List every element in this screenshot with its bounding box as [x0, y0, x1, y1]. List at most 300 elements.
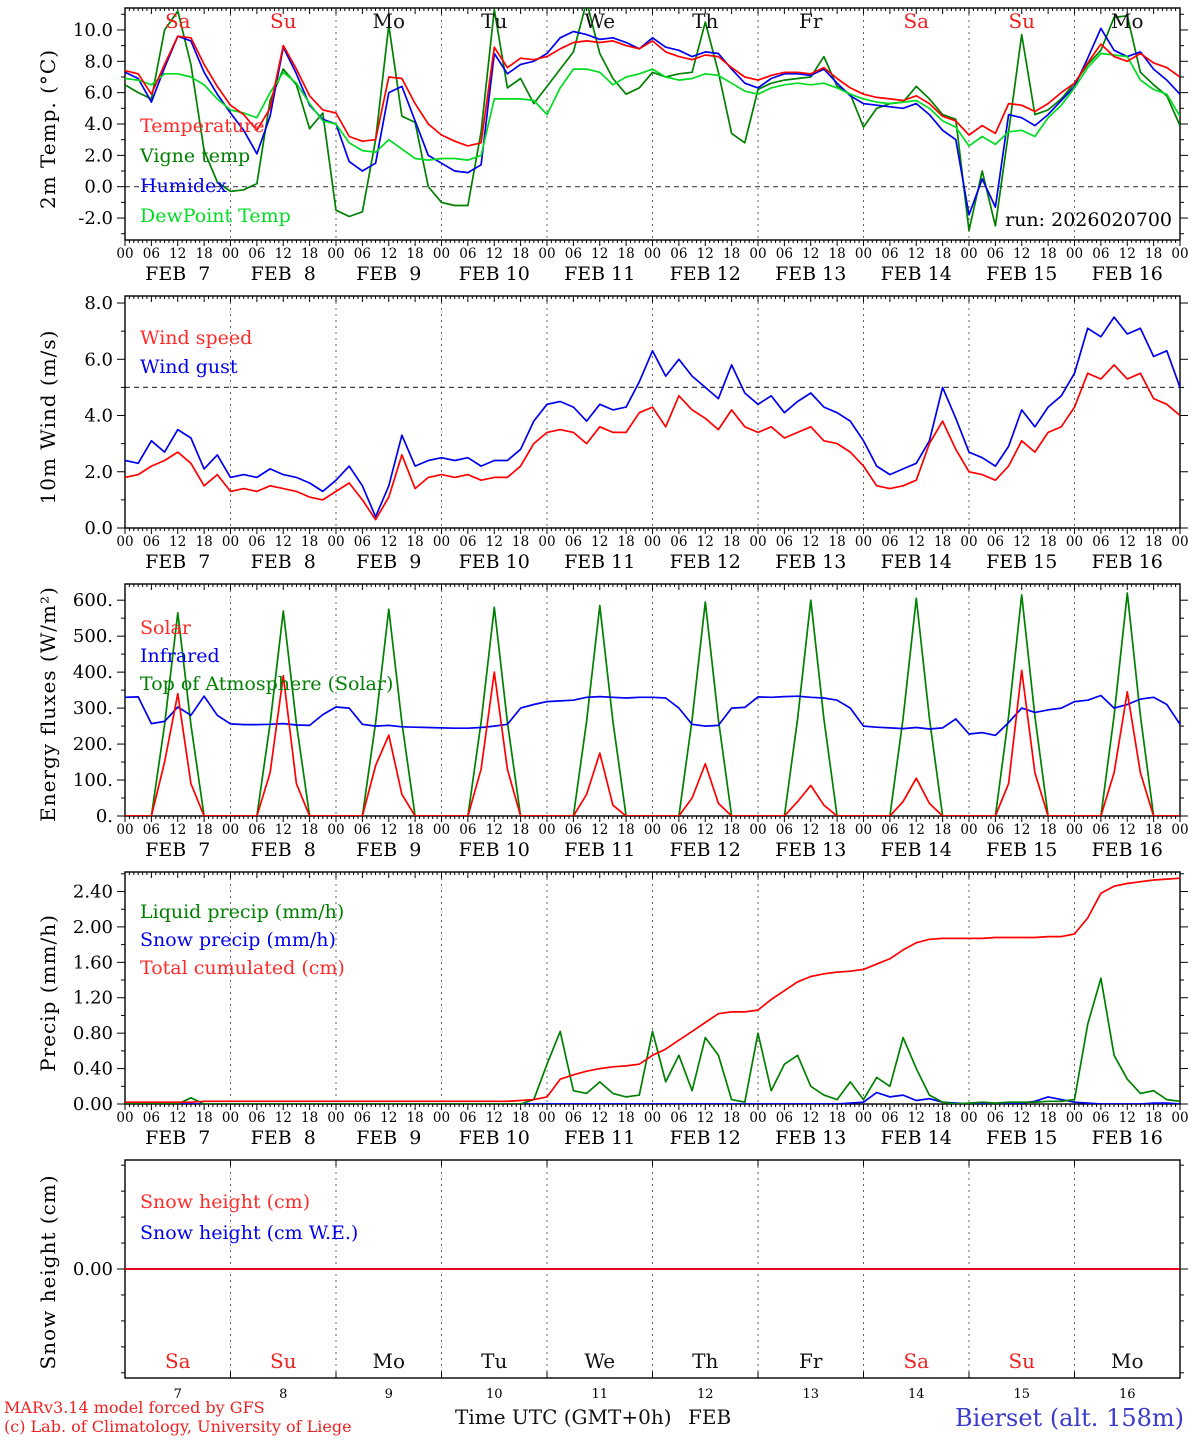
hour-label: 00	[116, 1110, 134, 1126]
hour-label: 12	[380, 822, 398, 838]
legend-item-temp-2: Humidex	[140, 175, 228, 197]
hour-label: 06	[142, 246, 160, 262]
hour-label: 18	[1039, 534, 1057, 550]
hour-label: 00	[854, 534, 873, 550]
hour-label: 12	[591, 534, 609, 550]
dow-label: Su	[1008, 1349, 1036, 1373]
dow-label: Sa	[903, 1349, 930, 1373]
hour-label: 12	[696, 822, 714, 838]
panel-precip	[73, 872, 1189, 1149]
hour-label: 18	[617, 822, 635, 838]
date-labels-precip	[145, 1127, 1163, 1149]
hour-label: 00	[854, 246, 873, 262]
hour-label: 06	[564, 822, 582, 838]
ytick-label: 4.0	[84, 114, 113, 135]
hour-label: 00	[960, 822, 978, 838]
date-label: FEB 12	[669, 839, 741, 861]
date-label: FEB 15	[986, 263, 1058, 285]
legend-item-wind-1: Wind gust	[140, 356, 238, 378]
legend-snow	[140, 1191, 358, 1244]
hour-label: 00	[221, 1110, 240, 1126]
hour-label: 18	[723, 534, 741, 550]
dow-label: Sa	[903, 9, 930, 33]
ytick-label: 6.0	[84, 82, 113, 104]
hour-label: 06	[775, 822, 793, 838]
hour-label: 12	[591, 822, 609, 838]
hour-label: 18	[828, 534, 846, 550]
panel-energy	[73, 584, 1189, 861]
ytick-label: 0.	[95, 806, 113, 827]
legend-item-energy-0: Solar	[140, 617, 191, 639]
ytick-label: 400.	[72, 662, 113, 684]
daynum-label: 11	[591, 1387, 609, 1402]
hour-label: 12	[274, 534, 292, 550]
hour-label: 18	[406, 246, 424, 262]
hour-label: 18	[723, 246, 741, 262]
hour-label: 18	[301, 822, 319, 838]
time-axis-label: Time UTC (GMT+0h)	[455, 1405, 672, 1429]
hour-label: 00	[327, 822, 345, 838]
date-label: FEB 11	[564, 551, 636, 573]
hour-label: 06	[881, 534, 899, 550]
hour-label: 06	[142, 822, 160, 838]
hour-label: 00	[1065, 534, 1084, 550]
hour-label: 12	[907, 822, 925, 838]
daynum-label: 9	[384, 1387, 393, 1402]
hour-label: 06	[142, 534, 160, 550]
ytick-labels-wind	[84, 293, 113, 539]
hour-label: 06	[1092, 1110, 1110, 1126]
hour-label: 00	[643, 822, 662, 838]
hour-label: 00	[1171, 534, 1189, 550]
hour-label: 00	[327, 1110, 345, 1126]
hour-label: 12	[274, 822, 292, 838]
date-label: FEB 7	[145, 1127, 211, 1149]
legend-item-temp-3: DewPoint Temp	[140, 205, 291, 227]
hour-label: 06	[881, 246, 899, 262]
hour-label: 18	[512, 246, 530, 262]
hour-label: 12	[380, 246, 398, 262]
hour-label: 18	[617, 534, 635, 550]
hour-label: 12	[907, 246, 925, 262]
hour-label: 00	[643, 1110, 662, 1126]
hour-label: 06	[248, 1110, 266, 1126]
hour-label: 12	[1013, 534, 1031, 550]
hour-label: 18	[1145, 1110, 1163, 1126]
ytick-label: 8.0	[84, 293, 113, 315]
legend-item-wind-0: Wind speed	[140, 327, 253, 349]
hour-label: 00	[960, 1110, 978, 1126]
dow-label: Su	[269, 9, 297, 33]
hour-label: 06	[881, 822, 899, 838]
curve-wind-speed	[125, 365, 1180, 520]
date-label: FEB 9	[356, 839, 422, 861]
legend-wind	[140, 327, 252, 378]
dow-label: Sa	[164, 9, 191, 33]
legend-energy	[140, 617, 393, 695]
hour-label: 06	[564, 246, 582, 262]
ytick-label: 10.0	[72, 19, 113, 41]
legend-item-energy-1: Infrared	[140, 645, 220, 667]
hour-label: 12	[485, 534, 503, 550]
dow-labels-snow	[165, 1349, 1144, 1373]
hour-label: 18	[934, 534, 952, 550]
hour-label: 00	[538, 1110, 556, 1126]
hour-label: 06	[670, 246, 688, 262]
hour-label: 06	[459, 534, 477, 550]
hour-label: 12	[1013, 822, 1031, 838]
hour-labels-energy	[116, 822, 1188, 838]
hour-label: 00	[116, 534, 134, 550]
hour-label: 18	[1145, 822, 1163, 838]
date-label: FEB 16	[1091, 551, 1163, 573]
hour-label: 06	[775, 1110, 793, 1126]
yaxis-title-temperature: 2m Temp. (°C)	[36, 48, 60, 210]
hour-label: 18	[934, 822, 952, 838]
ytick-labels-precip	[73, 881, 113, 1115]
date-label: FEB 12	[669, 1127, 741, 1149]
ytick-label: 4.0	[84, 405, 113, 427]
hour-label: 00	[1065, 1110, 1084, 1126]
dow-label: Fr	[799, 1349, 823, 1373]
hour-label: 00	[538, 822, 556, 838]
day-gridlines-precip	[231, 872, 1075, 1104]
date-label: FEB 10	[458, 551, 530, 573]
hour-label: 00	[749, 822, 767, 838]
day-gridlines-energy	[231, 584, 1075, 816]
hour-label: 18	[195, 534, 213, 550]
hour-label: 00	[960, 534, 978, 550]
hour-label: 00	[1171, 246, 1189, 262]
ytick-label: 0.80	[72, 1023, 113, 1045]
date-label: FEB 15	[986, 839, 1058, 861]
hour-label: 18	[512, 1110, 530, 1126]
ytick-label: 200.	[72, 734, 113, 756]
dow-label: Fr	[799, 9, 823, 33]
hour-label: 12	[169, 534, 187, 550]
ytick-label: 6.0	[84, 349, 113, 371]
hour-label: 06	[248, 822, 266, 838]
ytick-label: 1.20	[72, 987, 113, 1009]
date-label: FEB 9	[356, 1127, 422, 1149]
ytick-label: 2.00	[72, 916, 113, 938]
hour-label: 06	[459, 822, 477, 838]
date-labels-wind	[145, 551, 1163, 573]
panel-temp	[73, 2, 1189, 285]
hour-label: 12	[485, 822, 503, 838]
hour-label: 18	[828, 822, 846, 838]
dow-label: Su	[269, 1349, 297, 1373]
ytick-label: 2.40	[72, 881, 113, 903]
hour-label: 12	[696, 246, 714, 262]
date-label: FEB 16	[1091, 839, 1163, 861]
hour-label: 12	[169, 246, 187, 262]
ytick-label: 8.0	[84, 51, 113, 73]
hour-label: 12	[1118, 822, 1136, 838]
ytick-label: -2.0	[78, 208, 113, 230]
hour-label: 00	[749, 534, 767, 550]
date-label: FEB 10	[458, 1127, 530, 1149]
hour-label: 12	[380, 534, 398, 550]
dow-label: Tu	[481, 9, 508, 33]
date-label: FEB 13	[775, 1127, 847, 1149]
date-label: FEB 9	[356, 551, 422, 573]
hour-label: 12	[485, 246, 503, 262]
daynum-labels	[174, 1387, 1136, 1402]
hour-label: 12	[274, 1110, 292, 1126]
hour-label: 00	[432, 246, 451, 262]
date-label: FEB 14	[880, 1127, 952, 1149]
dow-label: Su	[1008, 9, 1036, 33]
footer-model-credit: MARv3.14 model forced by GFS	[4, 1398, 265, 1417]
date-label: FEB 11	[564, 1127, 636, 1149]
date-label: FEB 14	[880, 263, 952, 285]
hour-label: 06	[1092, 534, 1110, 550]
hour-label: 12	[1118, 1110, 1136, 1126]
ytick-label: 500.	[72, 626, 113, 648]
ytick-label: 1.60	[72, 952, 113, 974]
legend-item-energy-2: Top of Atmosphere (Solar)	[140, 673, 394, 695]
hour-label: 12	[907, 1110, 925, 1126]
dow-label: Mo	[372, 1349, 406, 1373]
date-label: FEB 16	[1091, 1127, 1163, 1149]
ytick-label: 2.0	[84, 145, 113, 167]
hour-label: 12	[696, 1110, 714, 1126]
legend-item-precip-1: Snow precip (mm/h)	[140, 929, 336, 951]
hour-label: 06	[564, 1110, 582, 1126]
hour-label: 12	[169, 1110, 187, 1126]
hour-label: 06	[1092, 246, 1110, 262]
dow-label: We	[584, 1349, 616, 1373]
hour-label: 00	[432, 534, 451, 550]
date-label: FEB 14	[880, 551, 952, 573]
panel-wind	[84, 293, 1188, 573]
hour-label: 12	[1013, 246, 1031, 262]
hour-label: 12	[169, 822, 187, 838]
date-labels-temp	[145, 263, 1163, 285]
hour-label: 00	[643, 534, 662, 550]
date-label: FEB 11	[564, 263, 636, 285]
date-label: FEB 8	[250, 839, 316, 861]
dow-label: Th	[692, 9, 719, 33]
hour-label: 12	[591, 246, 609, 262]
daynum-label: 10	[485, 1387, 503, 1402]
ytick-labels-energy	[73, 590, 113, 827]
hour-label: 18	[934, 1110, 952, 1126]
hour-labels-precip	[116, 1110, 1188, 1126]
ytick-label: 0.0	[84, 176, 113, 198]
yaxis-title-precip: Precip (mm/h)	[36, 914, 60, 1072]
hour-label: 18	[828, 246, 846, 262]
hour-label: 18	[828, 1110, 846, 1126]
hour-label: 00	[960, 246, 978, 262]
ytick-label: 2.0	[84, 461, 113, 483]
hour-label: 12	[274, 246, 292, 262]
hour-label: 06	[353, 246, 371, 262]
legend-item-precip-2: Total cumulated (cm)	[140, 957, 345, 979]
date-label: FEB 14	[880, 839, 952, 861]
axis-ticks-energy	[117, 584, 1188, 822]
hour-label: 18	[195, 822, 213, 838]
ytick-label: 100.	[72, 770, 113, 792]
hour-label: 06	[775, 246, 793, 262]
date-label: FEB 10	[458, 839, 530, 861]
hour-label: 18	[617, 246, 635, 262]
hour-label: 18	[1039, 1110, 1057, 1126]
station-title: Bierset (alt. 158m)	[955, 1404, 1184, 1432]
date-label: FEB 15	[986, 551, 1058, 573]
hour-label: 00	[327, 246, 345, 262]
footer-lab-credit: (c) Lab. of Climatology, University of Liege	[4, 1417, 352, 1436]
date-label: FEB 7	[145, 551, 211, 573]
hour-label: 18	[301, 1110, 319, 1126]
hour-label: 06	[775, 534, 793, 550]
hour-label: 06	[248, 246, 266, 262]
run-label: run: 2026020700	[1005, 209, 1172, 231]
daynum-label: 14	[907, 1387, 925, 1402]
date-label: FEB 8	[250, 263, 316, 285]
hour-label: 06	[670, 822, 688, 838]
legend-item-precip-0: Liquid precip (mm/h)	[140, 901, 345, 923]
date-label: FEB 13	[775, 839, 847, 861]
date-label: FEB 8	[250, 1127, 316, 1149]
hour-label: 18	[406, 1110, 424, 1126]
hour-label: 06	[564, 534, 582, 550]
legend-item-snow-0: Snow height (cm)	[140, 1191, 311, 1213]
hour-label: 00	[538, 246, 556, 262]
hour-label: 12	[802, 534, 820, 550]
hour-label: 00	[116, 822, 134, 838]
hour-label: 12	[591, 1110, 609, 1126]
date-label: FEB 9	[356, 263, 422, 285]
hour-label: 06	[986, 246, 1004, 262]
hour-label: 18	[301, 534, 319, 550]
date-label: FEB 10	[458, 263, 530, 285]
date-label: FEB 13	[775, 551, 847, 573]
hour-label: 00	[538, 534, 556, 550]
hour-label: 18	[617, 1110, 635, 1126]
hour-label: 18	[934, 246, 952, 262]
dow-label: Tu	[481, 1349, 508, 1373]
hour-label: 00	[221, 534, 240, 550]
dow-label: Sa	[164, 1349, 191, 1373]
dow-label: Mo	[1110, 1349, 1144, 1373]
date-label: FEB 7	[145, 263, 211, 285]
hour-label: 00	[1065, 246, 1084, 262]
hour-label: 18	[512, 822, 530, 838]
hour-label: 06	[670, 1110, 688, 1126]
date-label: FEB 12	[669, 551, 741, 573]
hour-label: 12	[802, 822, 820, 838]
date-label: FEB 15	[986, 1127, 1058, 1149]
ytick-label: 300.	[72, 698, 113, 720]
hour-label: 06	[986, 822, 1004, 838]
ytick-label: 0.40	[72, 1058, 113, 1080]
date-label: FEB 13	[775, 263, 847, 285]
ytick-labels-temp	[73, 20, 113, 229]
date-label: FEB 12	[669, 263, 741, 285]
daynum-label: 12	[696, 1387, 714, 1402]
hour-label: 06	[142, 1110, 160, 1126]
hour-label: 18	[1039, 822, 1057, 838]
hour-label: 06	[248, 534, 266, 550]
dow-label: Mo	[372, 9, 406, 33]
hour-label: 18	[406, 822, 424, 838]
hour-label: 12	[485, 1110, 503, 1126]
hour-label: 12	[1013, 1110, 1031, 1126]
month-label: FEB	[688, 1405, 732, 1429]
yaxis-title-energy: Energy fluxes (W/m²)	[36, 586, 60, 822]
hour-label: 06	[459, 246, 477, 262]
hour-label: 18	[723, 822, 741, 838]
yaxis-title-snow: Snow height (cm)	[36, 1174, 60, 1370]
ytick-label: 0.00	[72, 1259, 113, 1280]
hour-label: 00	[221, 822, 240, 838]
hour-label: 06	[670, 534, 688, 550]
daynum-label: 16	[1118, 1387, 1136, 1402]
hour-label: 12	[802, 246, 820, 262]
date-label: FEB 8	[250, 551, 316, 573]
hour-label: 00	[327, 534, 345, 550]
panel-snow	[73, 1160, 1188, 1402]
hour-label: 00	[854, 822, 873, 838]
hour-label: 12	[696, 534, 714, 550]
hour-label: 18	[723, 1110, 741, 1126]
hour-label: 18	[512, 534, 530, 550]
dow-label: Mo	[1110, 9, 1144, 33]
hour-label: 12	[380, 1110, 398, 1126]
date-label: FEB 11	[564, 839, 636, 861]
legend-item-snow-1: Snow height (cm W.E.)	[140, 1222, 359, 1244]
date-label: FEB 7	[145, 839, 211, 861]
hour-label: 12	[1118, 246, 1136, 262]
hour-labels-temp	[116, 246, 1188, 262]
date-labels-energy	[145, 839, 1163, 861]
hour-label: 18	[1039, 246, 1057, 262]
hour-label: 00	[116, 246, 134, 262]
hour-label: 00	[432, 1110, 451, 1126]
hour-label: 00	[854, 1110, 873, 1126]
daynum-label: 8	[279, 1387, 288, 1402]
hour-label: 12	[1118, 534, 1136, 550]
hour-label: 00	[1171, 822, 1189, 838]
hour-label: 00	[749, 246, 767, 262]
hour-label: 18	[301, 246, 319, 262]
hour-label: 18	[1145, 246, 1163, 262]
hour-label: 12	[907, 534, 925, 550]
hour-label: 00	[643, 246, 662, 262]
hour-label: 18	[1145, 534, 1163, 550]
yaxis-title-wind: 10m Wind (m/s)	[36, 329, 60, 505]
hour-label: 12	[802, 1110, 820, 1126]
axis-ticks-wind	[117, 296, 1188, 534]
hour-label: 00	[1171, 1110, 1189, 1126]
hour-label: 00	[1065, 822, 1084, 838]
legend-temp	[139, 115, 291, 227]
hour-labels-wind	[116, 534, 1188, 550]
legend-item-temp-0: Temperature	[140, 115, 265, 137]
hour-label: 06	[353, 822, 371, 838]
hour-label: 06	[353, 534, 371, 550]
ytick-label: 0.00	[72, 1094, 113, 1115]
daynum-label: 13	[802, 1387, 820, 1402]
hour-label: 18	[195, 246, 213, 262]
ytick-labels-snow	[73, 1259, 113, 1280]
hour-label: 06	[1092, 822, 1110, 838]
hour-label: 06	[986, 1110, 1004, 1126]
ytick-label: 0.0	[84, 518, 113, 539]
date-label: FEB 16	[1091, 263, 1163, 285]
